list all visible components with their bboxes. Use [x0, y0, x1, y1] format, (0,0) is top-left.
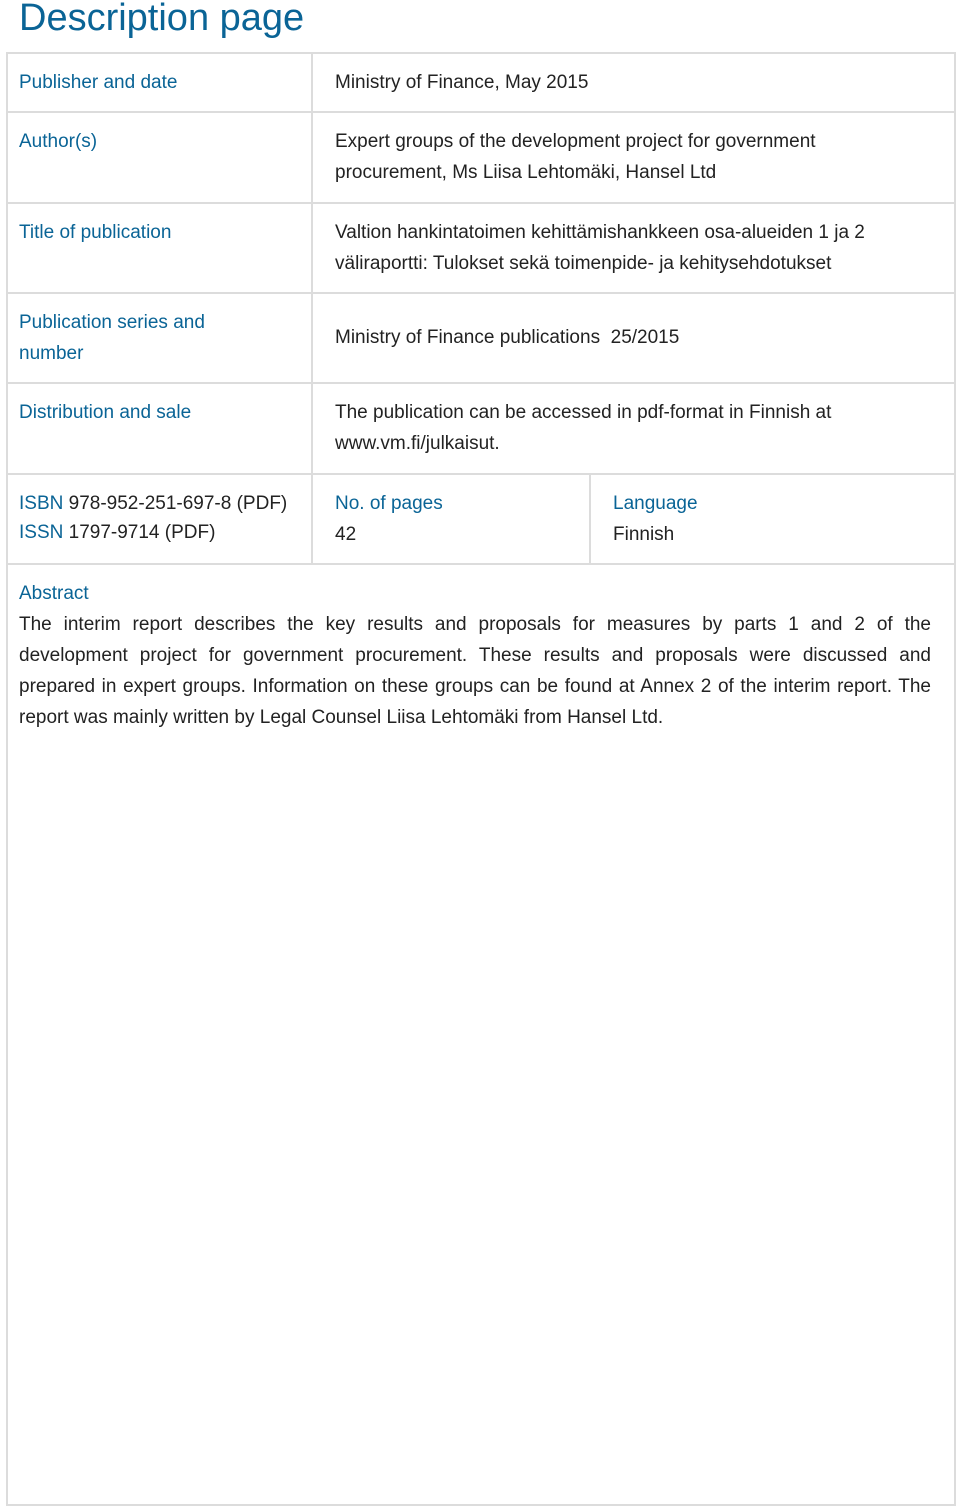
series-value: Ministry of Finance publications 25/2015: [335, 327, 680, 348]
row-divider: [6, 473, 956, 475]
authors-value-line1: Expert groups of the development project for government: [335, 131, 816, 152]
isbn-line: [19, 488, 287, 519]
page-title: Description page: [19, 0, 305, 39]
row-divider: [6, 202, 956, 204]
column-divider: [311, 52, 313, 564]
pages-label: No. of pages: [335, 493, 443, 514]
abstract-label: Abstract: [19, 583, 89, 604]
distribution-label: Distribution and sale: [19, 402, 192, 423]
series-label-line1: Publication series and: [19, 312, 205, 333]
issn-label: ISSN: [19, 522, 64, 543]
row-divider: [6, 563, 956, 565]
row-divider: [6, 292, 956, 294]
pages-value: 42: [335, 524, 357, 545]
title-value-line1: Valtion hankintatoimen kehittämishankkeen osa-alueiden 1 ja 2: [335, 222, 865, 243]
title-value-line2: väliraportti: Tulokset sekä toimenpide- ja kehitysehdotukset: [335, 253, 832, 274]
title-label: Title of publication: [19, 222, 172, 243]
authors-value-line2: procurement, Ms Liisa Lehtomäki, Hansel Ltd: [335, 162, 717, 183]
issn-line: [19, 517, 215, 548]
column-divider: [589, 473, 591, 564]
series-label-line2: number: [19, 343, 84, 364]
language-value: Finnish: [613, 524, 675, 545]
row-divider: [6, 111, 956, 113]
row-divider: [6, 382, 956, 384]
isbn-label: ISBN: [19, 493, 64, 514]
authors-label: Author(s): [19, 131, 98, 152]
abstract-text: The interim report describes the key results and proposals for measures by parts 1 and 2 of the development project for government procurement. These results and proposals were discussed and prepared in expert groups. Information on these groups can be found at Annex 2 of the interim report. The report was mainly written by Legal Counsel Liisa Lehtomäki from Hansel Ltd.: [19, 614, 931, 728]
issn-value: 1797-9714 (PDF): [68, 522, 216, 543]
isbn-value: 978-952-251-697-8 (PDF): [68, 493, 288, 514]
distribution-value-line2: www.vm.fi/julkaisut.: [335, 433, 500, 454]
publisher-value: Ministry of Finance, May 2015: [335, 72, 589, 93]
distribution-value-line1: The publication can be accessed in pdf-format in Finnish at: [335, 402, 832, 423]
language-label: Language: [613, 493, 698, 514]
publisher-label: Publisher and date: [19, 72, 178, 93]
